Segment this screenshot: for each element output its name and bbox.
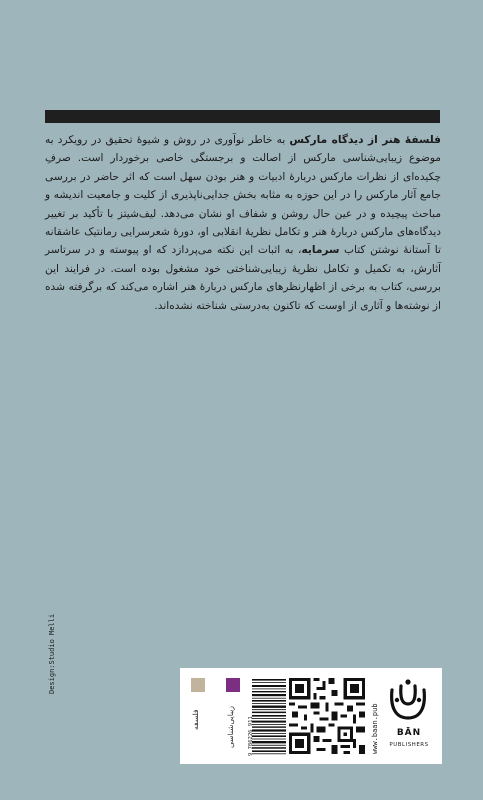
publisher-name: BĀN: [396, 728, 422, 738]
book-title-bold: فلسفهٔ هنر از دیدگاه مارکس: [289, 134, 441, 146]
subject-color-chip-philosophy: [191, 678, 205, 692]
qr-code: [289, 678, 365, 754]
publisher-subtitle: PUBLISHERS: [389, 742, 429, 748]
subject-label-aesthetics: زیبایی‌شناسی: [226, 706, 235, 748]
isbn-number: 9 786226 911: [248, 716, 254, 756]
book-reference-bold: سرمایه: [301, 244, 340, 257]
publisher-panel: [180, 668, 442, 764]
back-cover-blurb: [45, 131, 441, 315]
blurb-text-part-1: به خاطر نوآوری در روش و شیوهٔ تحقیق در رویکرد به موضوع زیبایی‌شناسی مارکس از اصالت و برجستگی خاصی برخوردار است. صرفِ چکیده‌ای از نظرات مارکس دربارهٔ ادبیات و هنر بودن سهل است که اثر حاضر در بررسی جامع آثار مارکس را در این حوزه به مثابه بخش جدایی‌ناپذیری از کلیت و جامعیت اندیشه و مباحث پیچیده و در عین حال روشن و شفاف او نشان می‌دهد. لیف‌شیتز با تأکید بر تغییر دیدگاه‌های مارکس دربارهٔ هنر و تکامل نظریهٔ انقلابی او، دورهٔ شعرسرایی رمانتیک عاشقانه تا آستانهٔ نوشتن کتاب: [45, 134, 441, 257]
design-credit: Design:Studio Melli: [48, 613, 56, 694]
publisher-logo-icon: [386, 678, 430, 724]
subject-color-chip-aesthetics: [226, 678, 240, 692]
blurb-text-part-2: ، به اثبات این نکته می‌پردازد که او پیوسته و در سرتاسر آثارش، به تکمیل و تکامل نظریهٔ زیبایی‌شناختی خود مشغول بوده است. در فرایند این بررسی، کتاب به برخی از اظهارنظرهای مارکس دربارهٔ هنر اشاره می‌کند که برگرفته شده از نوشته‌ها و آثاری از اوست که تاکنون به‌درستی شناخته نشده‌اند.: [45, 244, 441, 312]
isbn-barcode: [252, 675, 286, 759]
top-rule-bar: [45, 110, 440, 123]
subject-label-philosophy: فلسفه: [191, 709, 200, 730]
publisher-url: www.baan.pub: [371, 703, 379, 754]
